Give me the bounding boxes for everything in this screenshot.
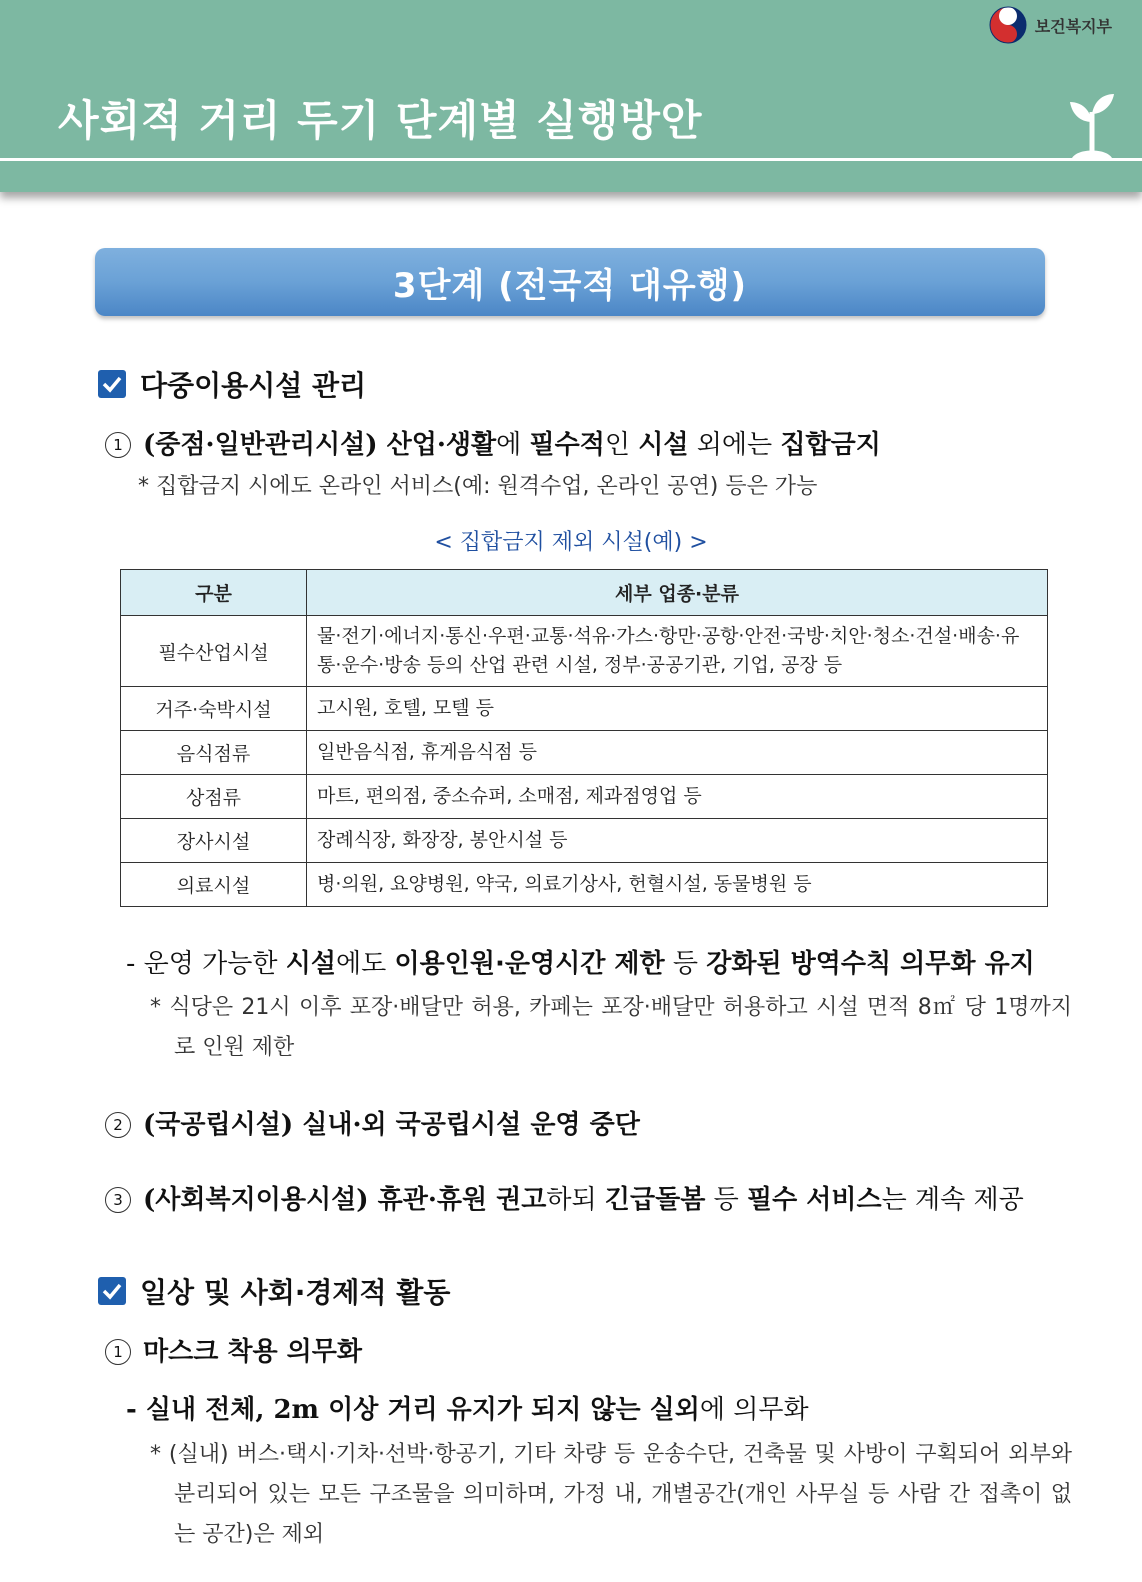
page-header bbox=[0, 0, 1142, 192]
circled-number: 3 bbox=[105, 1187, 131, 1213]
section-heading-facilities bbox=[98, 364, 366, 404]
table-cell-category: 의료시설 bbox=[121, 863, 307, 907]
item-text-bold: 필수 서비스 bbox=[747, 1185, 882, 1215]
dash-text: 에 의무화 bbox=[699, 1395, 809, 1425]
exempt-facilities-table bbox=[120, 569, 1048, 907]
item-text: 하되 bbox=[546, 1185, 605, 1215]
item-national-facilities bbox=[105, 1104, 640, 1141]
table-cell-detail: 병·의원, 요양병원, 약국, 의료기상사, 헌혈시설, 동물병원 등 bbox=[307, 863, 1048, 907]
table-header: 세부 업종·분류 bbox=[307, 570, 1048, 616]
dash-text: 등 bbox=[664, 949, 707, 979]
circled-number: 1 bbox=[105, 432, 131, 458]
item-text-bold: 필수적 bbox=[529, 430, 605, 460]
sprout-icon bbox=[1068, 92, 1116, 160]
table-cell-detail: 물·전기·에너지·통신·우편·교통·석유·가스·항만·공항·안전·국방·치안·청소·건설·배송·유통·운수·방송 등의 산업 관련 시설, 정부·공공기관, 기업, 공장 등 bbox=[307, 616, 1048, 687]
taegeuk-logo-icon bbox=[989, 6, 1027, 44]
dash-text-bold: 강화된 방역수칙 의무화 유지 bbox=[706, 949, 1035, 979]
item-text-bold: 긴급돌봄 bbox=[604, 1185, 706, 1215]
item-text: 마스크 착용 의무화 bbox=[143, 1337, 363, 1367]
section-title: 일상 및 사회·경제적 활동 bbox=[140, 1276, 451, 1309]
item-note: * 집합금지 시에도 온라인 서비스(예: 원격수업, 온라인 공연) 등은 가능 bbox=[138, 474, 818, 499]
stage-title: 3단계 (전국적 대유행) bbox=[392, 265, 748, 306]
item-text: 등 bbox=[705, 1185, 748, 1215]
item-text-bold: 시설 bbox=[638, 430, 689, 460]
item-text: (국공립시설) 실내·외 국공립시설 운영 중단 bbox=[143, 1110, 640, 1140]
table-cell-category: 필수산업시설 bbox=[121, 616, 307, 687]
checkbox-icon bbox=[98, 370, 126, 398]
table-row bbox=[121, 863, 1048, 907]
checkbox-icon bbox=[98, 1277, 126, 1305]
circled-number: 1 bbox=[105, 1339, 131, 1365]
table-row bbox=[121, 616, 1048, 687]
header-divider bbox=[0, 158, 1142, 161]
table-cell-category: 음식점류 bbox=[121, 731, 307, 775]
table-cell-category: 장사시설 bbox=[121, 819, 307, 863]
dash-note: * 식당은 21시 이후 포장·배달만 허용, 카페는 포장·배달만 허용하고 시설 면적 8㎡ 당 1명까지로 인원 제한 bbox=[150, 995, 1072, 1060]
dash-note: * (실내) 버스·택시·기차·선박·항공기, 기타 차량 등 운송수단, 건축물 및 사방이 구획되어 외부와 분리되어 있는 모든 구조물을 의미하며, 가정 내, 개별공간(개인 사무실 등 사람 간 접촉이 없는 공간)은 제외 bbox=[150, 1442, 1072, 1547]
item-text-bold: (사회복지이용시설) 휴관·휴원 권고 bbox=[143, 1185, 547, 1215]
item-text: 외에는 bbox=[688, 430, 781, 460]
table-cell-detail: 일반음식점, 휴게음식점 등 bbox=[307, 731, 1048, 775]
dash-text-bold: 시설 bbox=[285, 949, 336, 979]
dash-text-bold: - 실내 전체, 2m 이상 거리 유지가 되지 않는 실외 bbox=[126, 1395, 700, 1425]
table-row bbox=[121, 687, 1048, 731]
dash-item-mask-scope bbox=[126, 1389, 809, 1426]
item-text-bold: 집합금지 bbox=[780, 430, 881, 460]
table-row bbox=[121, 731, 1048, 775]
item-text-bold: (중점·일반관리시설) 산업·생활 bbox=[143, 430, 497, 460]
item-text: 는 계속 제공 bbox=[881, 1185, 1024, 1215]
item-welfare-facilities bbox=[105, 1179, 1024, 1216]
ministry-name: 보건복지부 bbox=[1034, 16, 1112, 36]
table-cell-category: 거주·숙박시설 bbox=[121, 687, 307, 731]
table-cell-category: 상점류 bbox=[121, 775, 307, 819]
item-mask-mandate bbox=[105, 1331, 362, 1368]
section-title: 다중이용시설 관리 bbox=[140, 369, 367, 402]
table-cell-detail: 고시원, 호텔, 모텔 등 bbox=[307, 687, 1048, 731]
dash-text-bold: 이용인원·운영시간 제한 bbox=[394, 949, 665, 979]
table-header-row bbox=[121, 570, 1048, 616]
stage-banner bbox=[95, 248, 1045, 316]
item-text: 에 bbox=[496, 430, 530, 460]
section-heading-daily-activities bbox=[98, 1271, 450, 1311]
dash-text: - 운영 가능한 bbox=[126, 949, 286, 979]
item-gathering-ban bbox=[105, 424, 881, 461]
dash-text: 에도 bbox=[336, 949, 395, 979]
table-header: 구분 bbox=[121, 570, 307, 616]
dash-item-quarantine-rules bbox=[126, 943, 1035, 980]
table-row bbox=[121, 819, 1048, 863]
table-caption: < 집합금지 제외 시설(예) > bbox=[434, 530, 708, 555]
page-title: 사회적 거리 두기 단계별 실행방안 bbox=[58, 96, 703, 145]
circled-number: 2 bbox=[105, 1112, 131, 1138]
ministry-logo bbox=[989, 6, 1112, 44]
table-cell-detail: 장례식장, 화장장, 봉안시설 등 bbox=[307, 819, 1048, 863]
table-row bbox=[121, 775, 1048, 819]
table-cell-detail: 마트, 편의점, 중소슈퍼, 소매점, 제과점영업 등 bbox=[307, 775, 1048, 819]
item-text: 인 bbox=[604, 430, 639, 460]
